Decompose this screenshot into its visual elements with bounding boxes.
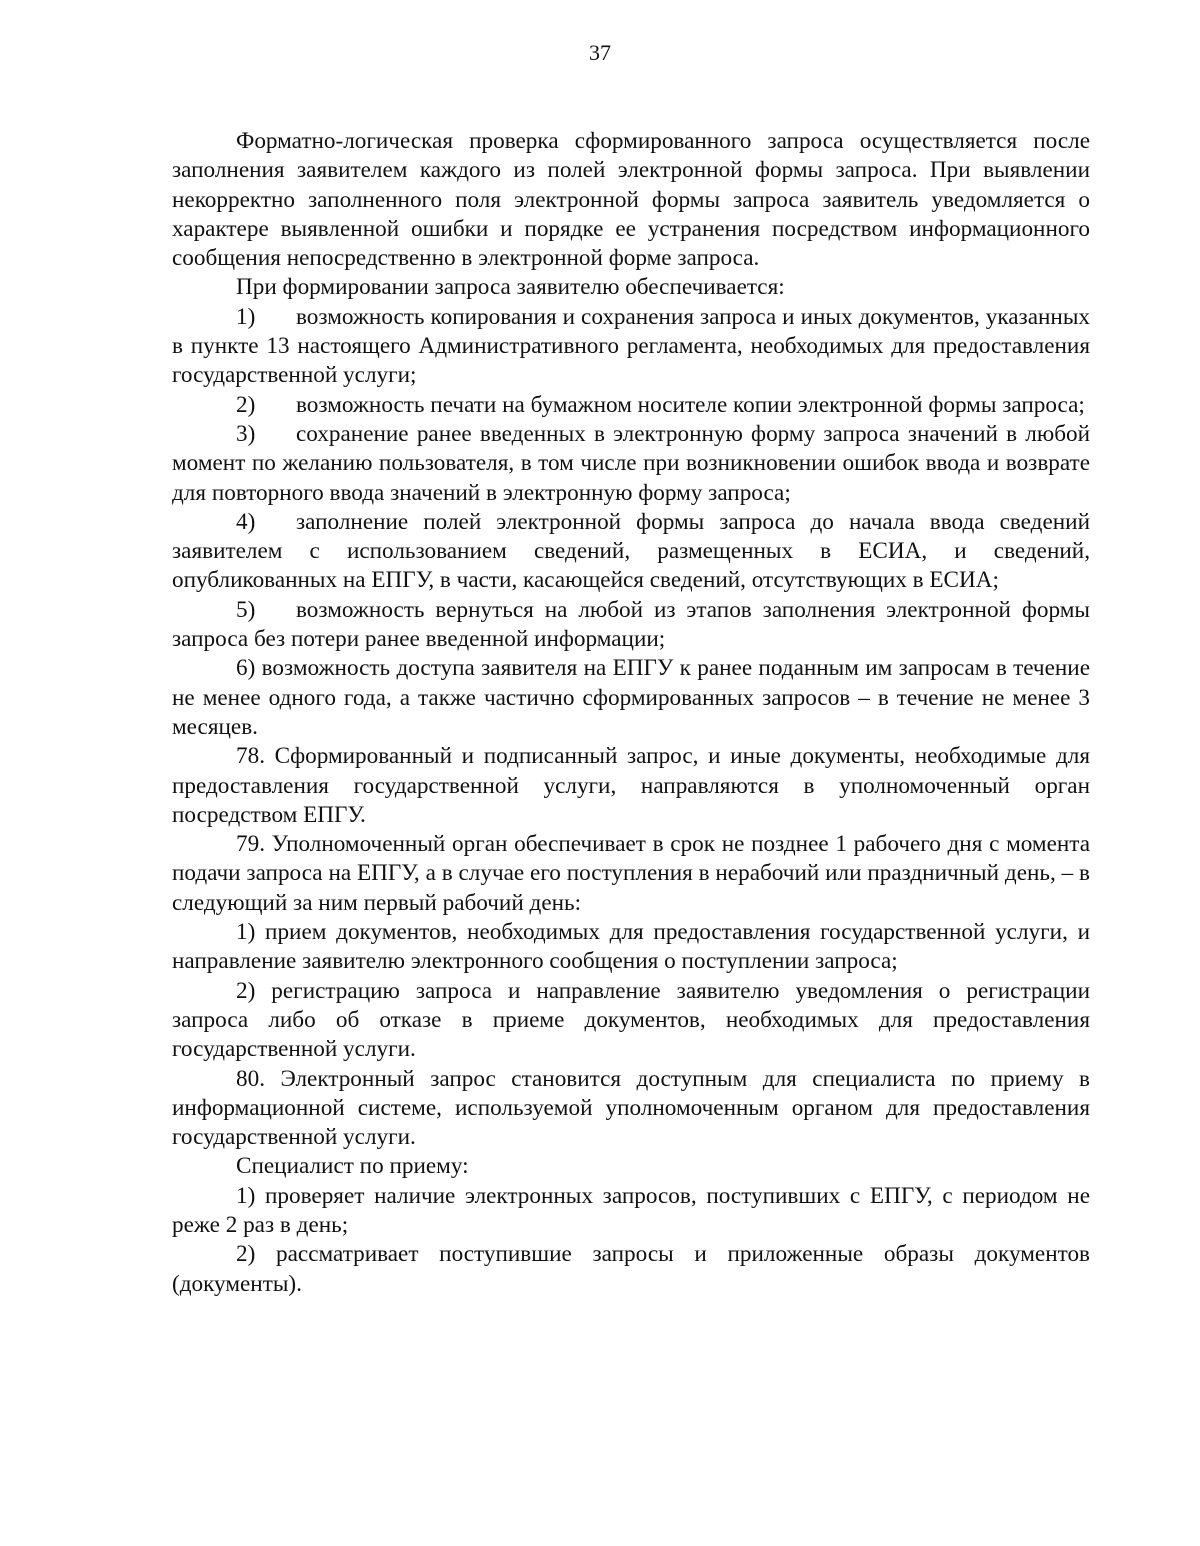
list-marker: 3) [236,420,256,447]
paragraph [172,273,1090,302]
list-item [172,918,1090,977]
paragraph-text: При формировании запроса заявителю обеспечивается: [236,274,785,301]
list-item-text: возможность печати на бумажном носителе копии электронной формы запроса; [296,391,1085,418]
paragraph-text: Специалист по приему: [236,1153,469,1180]
list-item-text: возможность вернуться на любой из этапов заполнения электронной формы запроса без потери ранее введенной информации; [172,596,1090,653]
paragraph [172,830,1090,918]
list-item [172,303,1090,391]
list-marker: 5) [236,596,256,623]
list-item-text: 6) возможность доступа заявителя на ЕПГУ к ранее поданным им запросам в течение не менее одного года, а также частично сформированных запросов – в течение не менее 3 месяцев. [172,655,1090,740]
list-item-text: заполнение полей электронной формы запроса до начала ввода сведений заявителем с использованием сведений, размещенных в ЕСИА, и сведений, опубликованных на ЕПГУ, в части, касающейся сведений, отсутствующих в ЕСИА; [172,508,1090,594]
list-item-text: 2) рассматривает поступившие запросы и приложенные образы документов (документы). [172,1241,1090,1297]
paragraph-text: Форматно-логическая проверка сформированного запроса осуществляется после заполнения заявителем каждого из полей электронной формы запроса. При выявлении некорректно заполненного поля электронной формы запроса заявитель уведомляется о характере выявленной ошибки и порядке ее устранения посредством информационного сообщения непосредственно в электронной форме запроса. [172,128,1090,272]
list-item [172,1182,1090,1241]
document-body [172,127,1090,1299]
paragraph-text: 80. Электронный запрос становится доступным для специалиста по приему в информационной системе, используемой уполномоченным органом для предоставления государственной услуги. [172,1065,1090,1151]
list-item [172,596,1090,655]
list-item-text: 2) регистрацию запроса и направление заявителю уведомления о регистрации запроса либо об отказе в приеме документов, необходимых для предоставления государственной услуги. [172,977,1090,1063]
paragraph [172,742,1090,830]
paragraph-text: 78. Сформированный и подписанный запрос, и иные документы, необходимые для предоставления государственной услуги, направляются в уполномоченный орган посредством ЕПГУ. [172,743,1090,828]
list-item [172,654,1090,742]
list-item-text: возможность копирования и сохранения запроса и иных документов, указанных в пункте 13 настоящего Административного регламента, необходимых для предоставления государственной услуги; [172,303,1090,389]
list-item [172,977,1090,1065]
list-item [172,1240,1090,1299]
list-item [172,391,1090,420]
paragraph [172,1065,1090,1153]
list-marker: 4) [236,508,256,535]
paragraph-text: 79. Уполномоченный орган обеспечивает в срок не позднее 1 рабочего дня с момента подачи запроса на ЕПГУ, а в случае его поступления в нерабочий или праздничный день, – в следующий за ним первый рабочий день: [172,831,1090,916]
list-item [172,420,1090,508]
paragraph [172,127,1090,273]
list-item [172,508,1090,596]
list-item-text: 1) проверяет наличие электронных запросов, поступивших с ЕПГУ, с периодом не реже 2 раз в день; [172,1182,1090,1238]
list-item-text: сохранение ранее введенных в электронную форму запроса значений в любой момент по желанию пользователя, в том числе при возникновении ошибок ввода и возврате для повторного ввода значений в электронную форму запроса; [172,420,1090,506]
paragraph [172,1152,1090,1181]
list-marker: 2) [236,391,256,418]
list-marker: 1) [236,303,256,330]
list-item-text: 1) прием документов, необходимых для предоставления государственной услуги, и направление заявителю электронного сообщения о поступлении запроса; [172,919,1090,975]
page-number: 37 [589,40,611,65]
